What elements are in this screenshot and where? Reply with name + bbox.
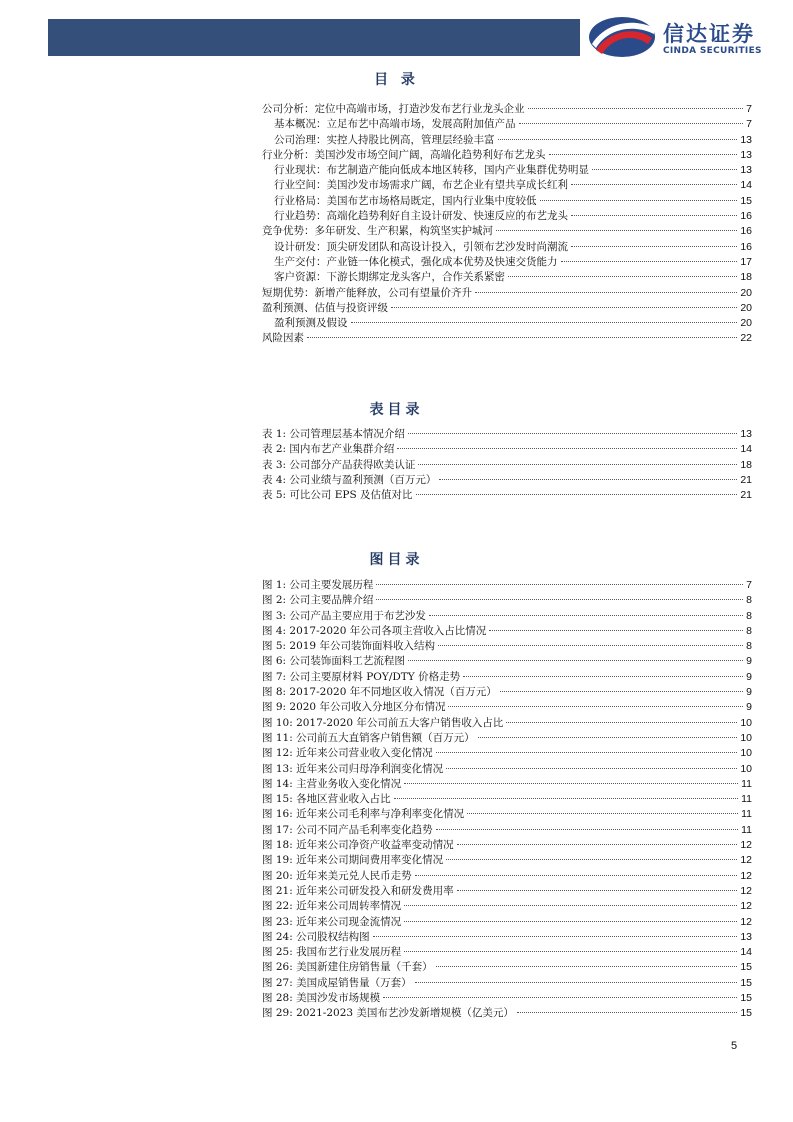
contents-entry[interactable] xyxy=(262,255,752,270)
dot-leader xyxy=(475,292,737,293)
dot-leader xyxy=(489,630,743,631)
contents-entry[interactable] xyxy=(262,148,752,163)
contents-entry[interactable] xyxy=(262,331,752,346)
figure-entry-page: 10 xyxy=(740,762,752,775)
figure-entry[interactable] xyxy=(262,976,752,991)
figure-entry-label: 图 17: 公司不同产品毛利率变化趋势 xyxy=(262,823,433,836)
figure-entry[interactable] xyxy=(262,1006,752,1021)
figure-entry-label: 图 28: 美国沙发市场规模 xyxy=(262,992,381,1005)
table-entry-page: 14 xyxy=(740,443,752,456)
figure-entry-page: 10 xyxy=(740,747,752,760)
contents-entry-page: 17 xyxy=(740,255,752,268)
contents-entry-page: 7 xyxy=(746,118,752,131)
dot-leader xyxy=(467,813,738,814)
table-entry-page: 21 xyxy=(740,489,752,502)
dot-leader xyxy=(561,261,738,262)
figure-entry-label: 图 23: 近年来公司现金流情况 xyxy=(262,915,402,928)
figure-entry-label: 图 25: 我国布艺行业发展历程 xyxy=(262,946,402,959)
table-entry[interactable] xyxy=(262,488,752,503)
tables-title: 表目录 xyxy=(369,402,424,418)
figure-entry-page: 12 xyxy=(740,915,752,928)
contents-entry-label: 公司分析：定位中高端市场，打造沙发布艺行业龙头企业 xyxy=(262,103,525,115)
table-entry-label: 表 3: 公司部分产品获得欧美认证 xyxy=(262,458,416,471)
figure-entry[interactable] xyxy=(262,685,752,700)
figure-entry[interactable] xyxy=(262,869,752,884)
contents-entry-label: 行业格局：美国布艺市场格局既定，国内行业集中度较低 xyxy=(274,194,537,207)
contents-entry[interactable] xyxy=(262,240,752,255)
figure-entry-label: 图 10: 2017-2020 年公司前五大客户销售收入占比 xyxy=(262,716,504,729)
figure-entry-page: 15 xyxy=(740,961,752,974)
figure-entry[interactable] xyxy=(262,945,752,960)
contents-entry[interactable] xyxy=(262,163,752,178)
header-bar xyxy=(48,19,580,56)
dot-leader xyxy=(415,982,738,983)
contents-entry-page: 15 xyxy=(740,194,752,207)
figure-entry-page: 12 xyxy=(740,839,752,852)
dot-leader xyxy=(496,230,737,231)
figure-entry-page: 11 xyxy=(741,793,752,806)
dot-leader xyxy=(519,123,744,124)
figure-entry-label: 图 18: 近年来公司净资产收益率变动情况 xyxy=(262,839,454,852)
figure-entry[interactable] xyxy=(262,899,752,914)
dot-leader xyxy=(418,464,737,465)
dot-leader xyxy=(571,184,737,185)
table-entry-page: 13 xyxy=(740,428,752,440)
figure-entry[interactable] xyxy=(262,930,752,945)
figure-entry-label: 图 6: 公司装饰面料工艺流程图 xyxy=(262,655,405,668)
dot-leader xyxy=(439,479,737,480)
figure-entry-label: 图 29: 2021-2023 美国布艺沙发新增规模（亿美元） xyxy=(262,1007,514,1020)
table-entry-label: 表 2: 国内布艺产业集群介绍 xyxy=(262,443,395,456)
contents-entry[interactable] xyxy=(262,270,752,285)
figure-entry-page: 15 xyxy=(740,992,752,1005)
figure-entry-page: 11 xyxy=(741,808,752,821)
figure-entry-label: 图 21: 近年来公司研发投入和研发费用率 xyxy=(262,884,454,897)
table-entry[interactable] xyxy=(262,442,752,457)
figure-entry-page: 10 xyxy=(740,716,752,729)
dot-leader xyxy=(408,660,743,661)
dot-leader xyxy=(391,307,737,308)
figure-entry-page: 12 xyxy=(740,869,752,882)
contents-entry-page: 20 xyxy=(740,301,752,314)
figure-entry-page: 12 xyxy=(740,884,752,897)
figure-entry[interactable] xyxy=(262,593,752,608)
figure-entry[interactable] xyxy=(262,777,752,792)
figure-entry-label: 图 27: 美国成屋销售量（万套） xyxy=(262,976,412,989)
figure-entry-page: 9 xyxy=(746,701,752,714)
figure-entry-page: 13 xyxy=(740,930,752,943)
table-entry-label: 表 5: 可比公司 EPS 及估值对比 xyxy=(262,489,413,502)
figure-entry-label: 图 11: 公司前五大直销客户销售额（百万元） xyxy=(262,731,475,744)
figure-entry-label: 图 2: 公司主要品牌介绍 xyxy=(262,594,374,607)
contents-title: 目 录 xyxy=(374,72,419,88)
figure-entry[interactable] xyxy=(262,915,752,930)
contents-entry-page: 7 xyxy=(746,103,752,115)
dot-leader xyxy=(506,722,737,723)
contents-entry-page: 18 xyxy=(740,271,752,284)
dot-leader xyxy=(448,706,743,707)
figure-entry-label: 图 24: 公司股权结构图 xyxy=(262,930,370,943)
dot-leader xyxy=(436,966,738,967)
tables-list xyxy=(262,427,752,503)
figure-entry-label: 图 8: 2017-2020 年不同地区收入情况（百万元） xyxy=(262,686,497,699)
figure-entry-page: 12 xyxy=(740,900,752,913)
contents-entry-page: 13 xyxy=(740,133,752,146)
figure-entry-label: 图 12: 近年来公司营业收入变化情况 xyxy=(262,747,433,760)
table-entry[interactable] xyxy=(262,427,752,442)
table-entry-label: 表 1: 公司管理层基本情况介绍 xyxy=(262,428,405,440)
figure-entry[interactable] xyxy=(262,624,752,639)
dot-leader xyxy=(571,246,737,247)
dot-leader xyxy=(376,584,743,585)
figure-entry[interactable] xyxy=(262,731,752,746)
dot-leader xyxy=(528,108,744,109)
figure-entry-label: 图 19: 近年来公司期间费用率变化情况 xyxy=(262,854,444,867)
figure-entry[interactable] xyxy=(262,609,752,624)
figure-entry-page: 11 xyxy=(741,777,752,790)
contents-entry-page: 13 xyxy=(740,164,752,177)
logo-chinese-name: 信达证券 xyxy=(663,22,755,46)
dot-leader xyxy=(436,752,738,753)
figure-entry-label: 图 4: 2017-2020 年公司各项主营收入占比情况 xyxy=(262,624,487,637)
contents-entry-page: 16 xyxy=(740,240,752,253)
figure-entry[interactable] xyxy=(262,807,752,822)
table-entry[interactable] xyxy=(262,473,752,488)
dot-leader xyxy=(478,737,738,738)
dot-leader xyxy=(351,322,738,323)
figure-entry-label: 图 9: 2020 年公司收入分地区分布情况 xyxy=(262,701,446,714)
figure-entry[interactable] xyxy=(262,746,752,761)
dot-leader xyxy=(376,599,743,600)
contents-entry-page: 16 xyxy=(740,210,752,223)
dot-leader xyxy=(549,154,738,155)
contents-entry-page: 22 xyxy=(740,332,752,345)
dot-leader xyxy=(404,905,737,906)
dot-leader xyxy=(500,691,743,692)
figure-entry-page: 15 xyxy=(740,976,752,989)
dot-leader xyxy=(404,783,738,784)
figure-entry-label: 图 16: 近年来公司毛利率与净利率变化情况 xyxy=(262,808,465,821)
contents-entry[interactable] xyxy=(262,286,752,301)
dot-leader xyxy=(383,997,737,998)
dot-leader xyxy=(404,921,737,922)
dot-leader xyxy=(416,494,738,495)
contents-entry[interactable] xyxy=(262,133,752,148)
dot-leader xyxy=(540,200,738,201)
figure-entry-page: 7 xyxy=(746,579,752,591)
figure-entry-label: 图 3: 公司产品主要应用于布艺沙发 xyxy=(262,609,426,622)
dot-leader xyxy=(446,768,737,769)
dot-leader xyxy=(394,798,739,799)
figure-entry[interactable] xyxy=(262,991,752,1006)
dot-leader xyxy=(498,139,738,140)
contents-entry-label: 公司治理：实控人持股比例高，管理层经验丰富 xyxy=(274,133,495,146)
contents-entry[interactable] xyxy=(262,117,752,132)
contents-entry-page: 14 xyxy=(740,179,752,192)
contents-entry-label: 行业趋势：高端化趋势利好自主设计研发、快速反应的布艺龙头 xyxy=(274,210,568,223)
contents-entry-label: 设计研发：顶尖研发团队和高设计投入，引领布艺沙发时尚潮流 xyxy=(274,240,568,253)
contents-entry[interactable] xyxy=(262,316,752,331)
figure-entry-page: 14 xyxy=(740,946,752,959)
dot-leader xyxy=(457,890,738,891)
contents-entry[interactable] xyxy=(262,224,752,239)
dot-leader xyxy=(571,215,737,216)
table-entry-page: 18 xyxy=(740,458,752,471)
figure-entry-page: 9 xyxy=(746,655,752,668)
contents-entry-label: 生产交付：产业链一体化模式，强化成本优势及快速交货能力 xyxy=(274,255,558,268)
contents-entry-label: 竞争优势：多年研发、生产积累，构筑坚实护城河 xyxy=(262,225,493,238)
cinda-logo-icon xyxy=(586,14,658,60)
figure-entry-label: 图 7: 公司主要原材料 POY/DTY 价格走势 xyxy=(262,670,461,683)
figures-list xyxy=(262,578,752,1022)
dot-leader xyxy=(508,276,737,277)
dot-leader xyxy=(457,844,738,845)
figure-entry-label: 图 22: 近年来公司周转率情况 xyxy=(262,900,402,913)
contents-entry[interactable] xyxy=(262,194,752,209)
figure-entry-label: 图 13: 近年来公司归母净利润变化情况 xyxy=(262,762,444,775)
contents-entry-label: 盈利预测、估值与投资评级 xyxy=(262,301,388,314)
page-number: 5 xyxy=(731,1040,738,1052)
contents-entry-label: 行业空间：美国沙发市场需求广阔，布艺企业有望共享成长红利 xyxy=(274,179,568,192)
figure-entry[interactable] xyxy=(262,639,752,654)
figure-entry-label: 图 5: 2019 年公司装饰面料收入结构 xyxy=(262,640,435,653)
dot-leader xyxy=(415,875,738,876)
figure-entry-page: 10 xyxy=(740,731,752,744)
figure-entry[interactable] xyxy=(262,670,752,685)
company-logo xyxy=(586,12,776,62)
figure-entry-page: 8 xyxy=(746,594,752,607)
dot-leader xyxy=(404,951,737,952)
figure-entry[interactable] xyxy=(262,884,752,899)
contents-entry-page: 13 xyxy=(740,148,752,161)
figure-entry[interactable] xyxy=(262,823,752,838)
dot-leader xyxy=(463,676,743,677)
contents-list xyxy=(262,102,752,347)
contents-entry-label: 盈利预测及假设 xyxy=(274,317,348,330)
figure-entry[interactable] xyxy=(262,654,752,669)
contents-entry-page: 20 xyxy=(740,286,752,299)
figure-entry-page: 8 xyxy=(746,624,752,637)
figure-entry-label: 图 15: 各地区营业收入占比 xyxy=(262,793,391,806)
dot-leader xyxy=(373,936,738,937)
contents-entry-label: 风险因素 xyxy=(262,332,304,345)
contents-entry-label: 行业分析：美国沙发市场空间广阔，高端化趋势利好布艺龙头 xyxy=(262,148,546,161)
contents-entry-label: 基本概况：立足布艺中高端市场，发展高附加值产品 xyxy=(274,118,516,131)
dot-leader xyxy=(592,169,737,170)
table-entry[interactable] xyxy=(262,458,752,473)
table-entry-page: 21 xyxy=(740,473,752,486)
dot-leader xyxy=(408,433,737,434)
contents-entry[interactable] xyxy=(262,301,752,316)
figure-entry-label: 图 1: 公司主要发展历程 xyxy=(262,579,374,591)
dot-leader xyxy=(436,829,739,830)
figure-entry[interactable] xyxy=(262,762,752,777)
figure-entry-page: 9 xyxy=(746,670,752,683)
contents-entry[interactable] xyxy=(262,209,752,224)
dot-leader xyxy=(438,645,743,646)
figure-entry[interactable] xyxy=(262,700,752,715)
figure-entry[interactable] xyxy=(262,853,752,868)
figure-entry[interactable] xyxy=(262,838,752,853)
contents-entry-label: 短期优势：新增产能释放，公司有望量价齐升 xyxy=(262,286,472,299)
figure-entry-page: 9 xyxy=(746,686,752,699)
figure-entry-page: 12 xyxy=(740,854,752,867)
contents-entry-page: 16 xyxy=(740,225,752,238)
figure-entry-label: 图 26: 美国新建住房销售量（千套） xyxy=(262,961,433,974)
figure-entry-page: 11 xyxy=(741,823,752,836)
figure-entry[interactable] xyxy=(262,578,752,593)
dot-leader xyxy=(517,1012,737,1013)
dot-leader xyxy=(446,859,737,860)
dot-leader xyxy=(307,337,737,338)
figure-entry-label: 图 20: 近年来美元兑人民币走势 xyxy=(262,869,412,882)
contents-entry-label: 行业现状：布艺制造产能向低成本地区转移，国内产业集群优势明显 xyxy=(274,164,589,177)
contents-entry[interactable] xyxy=(262,178,752,193)
contents-entry-label: 客户资源：下游长期绑定龙头客户，合作关系紧密 xyxy=(274,271,505,284)
figure-entry-label: 图 14: 主营业务收入变化情况 xyxy=(262,777,402,790)
figure-entry[interactable] xyxy=(262,716,752,731)
figure-entry-page: 8 xyxy=(746,640,752,653)
contents-entry-page: 20 xyxy=(740,317,752,330)
logo-english-name: CINDA SECURITIES xyxy=(663,46,762,56)
dot-leader xyxy=(429,615,743,616)
dot-leader xyxy=(397,448,737,449)
contents-entry[interactable] xyxy=(262,102,752,117)
figure-entry-page: 15 xyxy=(740,1007,752,1020)
figure-entry[interactable] xyxy=(262,960,752,975)
figure-entry-page: 8 xyxy=(746,609,752,622)
figures-title: 图目录 xyxy=(369,552,424,568)
table-entry-label: 表 4: 公司业绩与盈利预测（百万元） xyxy=(262,473,437,486)
figure-entry[interactable] xyxy=(262,792,752,807)
